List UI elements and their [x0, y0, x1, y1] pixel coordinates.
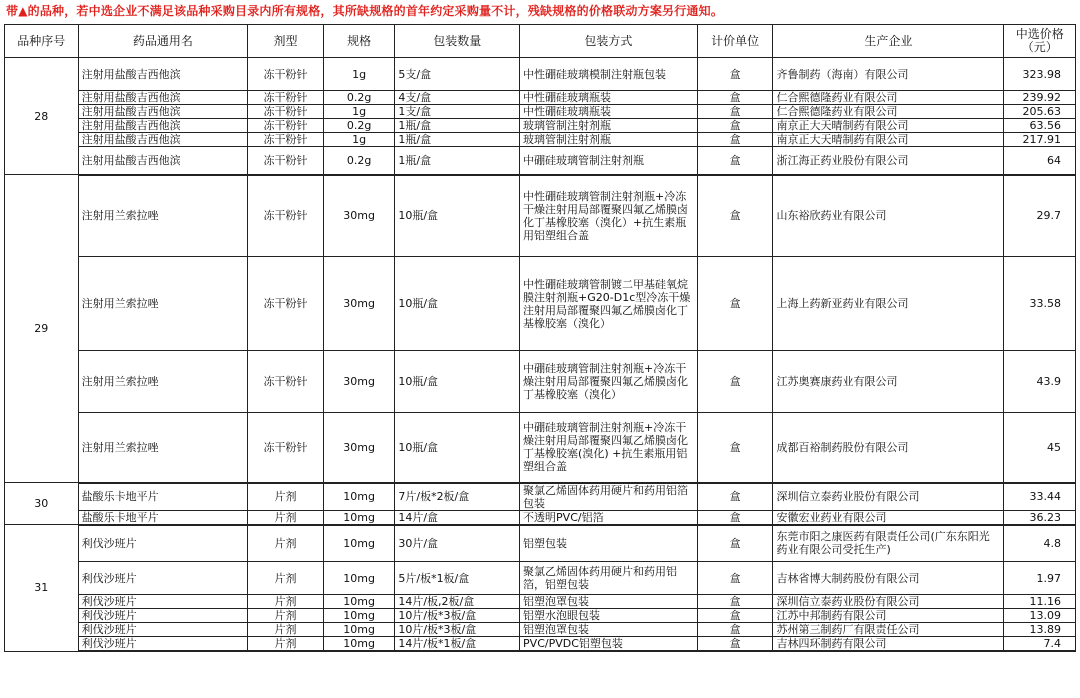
price-cell: 33.58	[1004, 257, 1076, 351]
price-cell: 33.44	[1004, 483, 1076, 511]
price-cell: 1.97	[1004, 562, 1076, 595]
pricing-unit-cell: 盒	[697, 510, 773, 525]
price-cell: 11.16	[1004, 595, 1076, 609]
table-row	[5, 91, 1076, 105]
pack-method-cell: PVC/PVDC铝塑包装	[520, 637, 698, 652]
pack-method-cell: 不透明PVC/铝箔	[520, 510, 698, 525]
dosage-form-cell: 冻干粉针	[248, 119, 324, 133]
table-row	[5, 609, 1076, 623]
pack-qty-cell: 1瓶/盒	[395, 119, 520, 133]
table-row	[5, 637, 1076, 652]
dosage-form-cell: 冻干粉针	[248, 257, 324, 351]
pricing-unit-cell: 盒	[697, 483, 773, 511]
table-row	[5, 119, 1076, 133]
pack-method-cell: 中硼硅玻璃管制注射剂瓶+冷冻干燥注射用局部覆聚四氟乙烯膜卤化丁基橡胶塞(溴化) +抗生素瓶用铝塑组合盖	[520, 413, 698, 483]
spec-cell: 1g	[323, 105, 395, 119]
table-row	[5, 133, 1076, 147]
variety-seq-cell: 31	[5, 525, 79, 652]
drug-name-cell: 利伐沙班片	[78, 609, 248, 623]
drug-name-cell: 注射用盐酸吉西他滨	[78, 58, 248, 91]
pack-qty-cell: 1支/盒	[395, 105, 520, 119]
manufacturer-cell: 山东裕欣药业有限公司	[773, 175, 1004, 257]
col-spec: 规格	[323, 25, 395, 58]
table-row	[5, 483, 1076, 511]
pack-qty-cell: 4支/盒	[395, 91, 520, 105]
col-maker: 生产企业	[773, 25, 1004, 58]
table-row	[5, 147, 1076, 175]
spec-cell: 10mg	[323, 595, 395, 609]
drug-name-cell: 盐酸乐卡地平片	[78, 483, 248, 511]
price-cell: 323.98	[1004, 58, 1076, 91]
pack-qty-cell: 5片/板*1板/盒	[395, 562, 520, 595]
dosage-form-cell: 片剂	[248, 562, 324, 595]
drug-name-cell: 注射用兰索拉唑	[78, 175, 248, 257]
pack-qty-cell: 1瓶/盒	[395, 147, 520, 175]
col-seq: 品种序号	[5, 25, 79, 58]
pricing-unit-cell: 盒	[697, 351, 773, 413]
pricing-unit-cell: 盒	[697, 637, 773, 652]
pack-qty-cell: 10瓶/盒	[395, 257, 520, 351]
pack-qty-cell: 10瓶/盒	[395, 413, 520, 483]
pricing-unit-cell: 盒	[697, 133, 773, 147]
table-row	[5, 595, 1076, 609]
price-cell: 43.9	[1004, 351, 1076, 413]
price-cell: 36.23	[1004, 510, 1076, 525]
manufacturer-cell: 深圳信立泰药业股份有限公司	[773, 595, 1004, 609]
pricing-unit-cell: 盒	[697, 257, 773, 351]
table-row	[5, 623, 1076, 637]
manufacturer-cell: 东莞市阳之康医药有限责任公司(广东东阳光药业有限公司受托生产)	[773, 525, 1004, 562]
drug-name-cell: 注射用盐酸吉西他滨	[78, 105, 248, 119]
manufacturer-cell: 齐鲁制药（海南）有限公司	[773, 58, 1004, 91]
variety-seq-cell: 29	[5, 175, 79, 483]
spec-cell: 0.2g	[323, 91, 395, 105]
drug-name-cell: 注射用盐酸吉西他滨	[78, 119, 248, 133]
spec-cell: 30mg	[323, 257, 395, 351]
price-cell: 29.7	[1004, 175, 1076, 257]
dosage-form-cell: 片剂	[248, 525, 324, 562]
table-row	[5, 175, 1076, 257]
drug-name-cell: 注射用盐酸吉西他滨	[78, 91, 248, 105]
dosage-form-cell: 冻干粉针	[248, 147, 324, 175]
spec-cell: 1g	[323, 58, 395, 91]
table-body	[5, 58, 1076, 652]
col-qty: 包装数量	[395, 25, 520, 58]
dosage-form-cell: 冻干粉针	[248, 413, 324, 483]
drug-name-cell: 注射用盐酸吉西他滨	[78, 133, 248, 147]
spec-cell: 1g	[323, 133, 395, 147]
drug-name-cell: 利伐沙班片	[78, 595, 248, 609]
price-cell: 239.92	[1004, 91, 1076, 105]
price-cell: 205.63	[1004, 105, 1076, 119]
spec-cell: 10mg	[323, 609, 395, 623]
pricing-unit-cell: 盒	[697, 119, 773, 133]
spec-cell: 10mg	[323, 525, 395, 562]
pack-qty-cell: 1瓶/盒	[395, 133, 520, 147]
price-cell: 7.4	[1004, 637, 1076, 652]
drug-name-cell: 注射用兰索拉唑	[78, 413, 248, 483]
spec-cell: 10mg	[323, 637, 395, 652]
manufacturer-cell: 仁合熙德隆药业有限公司	[773, 91, 1004, 105]
manufacturer-cell: 南京正大天晴制药有限公司	[773, 133, 1004, 147]
price-cell: 13.09	[1004, 609, 1076, 623]
pricing-unit-cell: 盒	[697, 105, 773, 119]
spec-cell: 10mg	[323, 483, 395, 511]
pricing-unit-cell: 盒	[697, 147, 773, 175]
header-row	[5, 25, 1076, 58]
pack-method-cell: 聚氯乙烯固体药用硬片和药用铝箔包装	[520, 483, 698, 511]
notice-banner: 带▲的品种，若中选企业不满足该品种采购目录内所有规格，其所缺规格的首年约定采购量不计，残缺规格的价格联动方案另行通知。	[6, 4, 724, 18]
col-price: 中选价格（元）	[1004, 25, 1076, 58]
pricing-unit-cell: 盒	[697, 609, 773, 623]
pack-method-cell: 中性硼硅玻璃管制镀二甲基硅氧烷膜注射剂瓶+G20-D1c型冷冻干燥注射用局部覆聚四氟乙烯膜卤化丁基橡胶塞（溴化）	[520, 257, 698, 351]
spec-cell: 30mg	[323, 175, 395, 257]
pack-qty-cell: 10片/板*3板/盒	[395, 623, 520, 637]
spec-cell: 0.2g	[323, 119, 395, 133]
drug-name-cell: 注射用兰索拉唑	[78, 257, 248, 351]
pack-method-cell: 中性硼硅玻璃瓶装	[520, 91, 698, 105]
drug-name-cell: 利伐沙班片	[78, 623, 248, 637]
pricing-unit-cell: 盒	[697, 562, 773, 595]
pack-method-cell: 中硼硅玻璃管制注射剂瓶+冷冻干燥注射用局部覆聚四氟乙烯膜卤化丁基橡胶塞（溴化）	[520, 351, 698, 413]
drug-name-cell: 盐酸乐卡地平片	[78, 510, 248, 525]
pack-method-cell: 铝塑泡罩包装	[520, 623, 698, 637]
variety-seq-cell: 30	[5, 483, 79, 525]
spec-cell: 0.2g	[323, 147, 395, 175]
pricing-unit-cell: 盒	[697, 175, 773, 257]
spec-cell: 10mg	[323, 623, 395, 637]
price-cell: 45	[1004, 413, 1076, 483]
pack-method-cell: 铝塑水泡眼包装	[520, 609, 698, 623]
pack-qty-cell: 14片/板,2板/盒	[395, 595, 520, 609]
price-cell: 4.8	[1004, 525, 1076, 562]
pack-method-cell: 玻璃管制注射剂瓶	[520, 133, 698, 147]
pricing-unit-cell: 盒	[697, 91, 773, 105]
price-cell: 217.91	[1004, 133, 1076, 147]
spec-cell: 10mg	[323, 510, 395, 525]
pack-method-cell: 聚氯乙烯固体药用硬片和药用铝箔，铝塑包装	[520, 562, 698, 595]
drug-name-cell: 利伐沙班片	[78, 562, 248, 595]
table-row	[5, 525, 1076, 562]
manufacturer-cell: 安徽宏业药业有限公司	[773, 510, 1004, 525]
manufacturer-cell: 江苏中邦制药有限公司	[773, 609, 1004, 623]
manufacturer-cell: 浙江海正药业股份有限公司	[773, 147, 1004, 175]
col-unit: 计价单位	[697, 25, 773, 58]
pack-qty-cell: 14片/板*1板/盒	[395, 637, 520, 652]
pack-qty-cell: 5支/盒	[395, 58, 520, 91]
dosage-form-cell: 冻干粉针	[248, 58, 324, 91]
dosage-form-cell: 片剂	[248, 637, 324, 652]
pack-qty-cell: 10瓶/盒	[395, 175, 520, 257]
procurement-table	[4, 24, 1076, 652]
dosage-form-cell: 冻干粉针	[248, 91, 324, 105]
manufacturer-cell: 苏州第三制药厂有限责任公司	[773, 623, 1004, 637]
table-row	[5, 257, 1076, 351]
manufacturer-cell: 江苏奥赛康药业有限公司	[773, 351, 1004, 413]
pack-qty-cell: 7片/板*2板/盒	[395, 483, 520, 511]
table-row	[5, 351, 1076, 413]
manufacturer-cell: 仁合熙德隆药业有限公司	[773, 105, 1004, 119]
manufacturer-cell: 南京正大天晴制药有限公司	[773, 119, 1004, 133]
table-row	[5, 510, 1076, 525]
dosage-form-cell: 冻干粉针	[248, 133, 324, 147]
drug-name-cell: 利伐沙班片	[78, 637, 248, 652]
table-row	[5, 105, 1076, 119]
manufacturer-cell: 成都百裕制药股份有限公司	[773, 413, 1004, 483]
pack-method-cell: 中硼硅玻璃管制注射剂瓶	[520, 147, 698, 175]
dosage-form-cell: 片剂	[248, 510, 324, 525]
dosage-form-cell: 冻干粉针	[248, 105, 324, 119]
drug-name-cell: 注射用兰索拉唑	[78, 351, 248, 413]
pricing-unit-cell: 盒	[697, 58, 773, 91]
pack-qty-cell: 30片/盒	[395, 525, 520, 562]
pack-method-cell: 中性硼硅玻璃瓶装	[520, 105, 698, 119]
pricing-unit-cell: 盒	[697, 525, 773, 562]
price-cell: 63.56	[1004, 119, 1076, 133]
variety-seq-cell: 28	[5, 58, 79, 175]
pack-qty-cell: 10瓶/盒	[395, 351, 520, 413]
pack-qty-cell: 14片/盒	[395, 510, 520, 525]
pack-method-cell: 中性硼硅玻璃管制注射剂瓶+冷冻干燥注射用局部覆聚四氟乙烯膜卤化丁基橡胶塞（溴化）+抗生素瓶用铝塑组合盖	[520, 175, 698, 257]
table-row	[5, 562, 1076, 595]
pack-method-cell: 铝塑包装	[520, 525, 698, 562]
table-row	[5, 413, 1076, 483]
drug-name-cell: 利伐沙班片	[78, 525, 248, 562]
manufacturer-cell: 深圳信立泰药业股份有限公司	[773, 483, 1004, 511]
pack-method-cell: 中性硼硅玻璃模制注射瓶包装	[520, 58, 698, 91]
col-pack: 包装方式	[520, 25, 698, 58]
dosage-form-cell: 冻干粉针	[248, 351, 324, 413]
dosage-form-cell: 片剂	[248, 623, 324, 637]
pack-qty-cell: 10片/板*3板/盒	[395, 609, 520, 623]
drug-name-cell: 注射用盐酸吉西他滨	[78, 147, 248, 175]
pricing-unit-cell: 盒	[697, 623, 773, 637]
dosage-form-cell: 片剂	[248, 595, 324, 609]
pack-method-cell: 玻璃管制注射剂瓶	[520, 119, 698, 133]
table-row	[5, 58, 1076, 91]
dosage-form-cell: 片剂	[248, 609, 324, 623]
pricing-unit-cell: 盒	[697, 413, 773, 483]
spec-cell: 30mg	[323, 351, 395, 413]
price-cell: 64	[1004, 147, 1076, 175]
manufacturer-cell: 上海上药新亚药业有限公司	[773, 257, 1004, 351]
col-form: 剂型	[248, 25, 324, 58]
dosage-form-cell: 冻干粉针	[248, 175, 324, 257]
dosage-form-cell: 片剂	[248, 483, 324, 511]
pricing-unit-cell: 盒	[697, 595, 773, 609]
col-name: 药品通用名	[78, 25, 248, 58]
spec-cell: 30mg	[323, 413, 395, 483]
manufacturer-cell: 吉林四环制药有限公司	[773, 637, 1004, 652]
price-cell: 13.89	[1004, 623, 1076, 637]
manufacturer-cell: 吉林省博大制药股份有限公司	[773, 562, 1004, 595]
spec-cell: 10mg	[323, 562, 395, 595]
pack-method-cell: 铝塑泡罩包装	[520, 595, 698, 609]
